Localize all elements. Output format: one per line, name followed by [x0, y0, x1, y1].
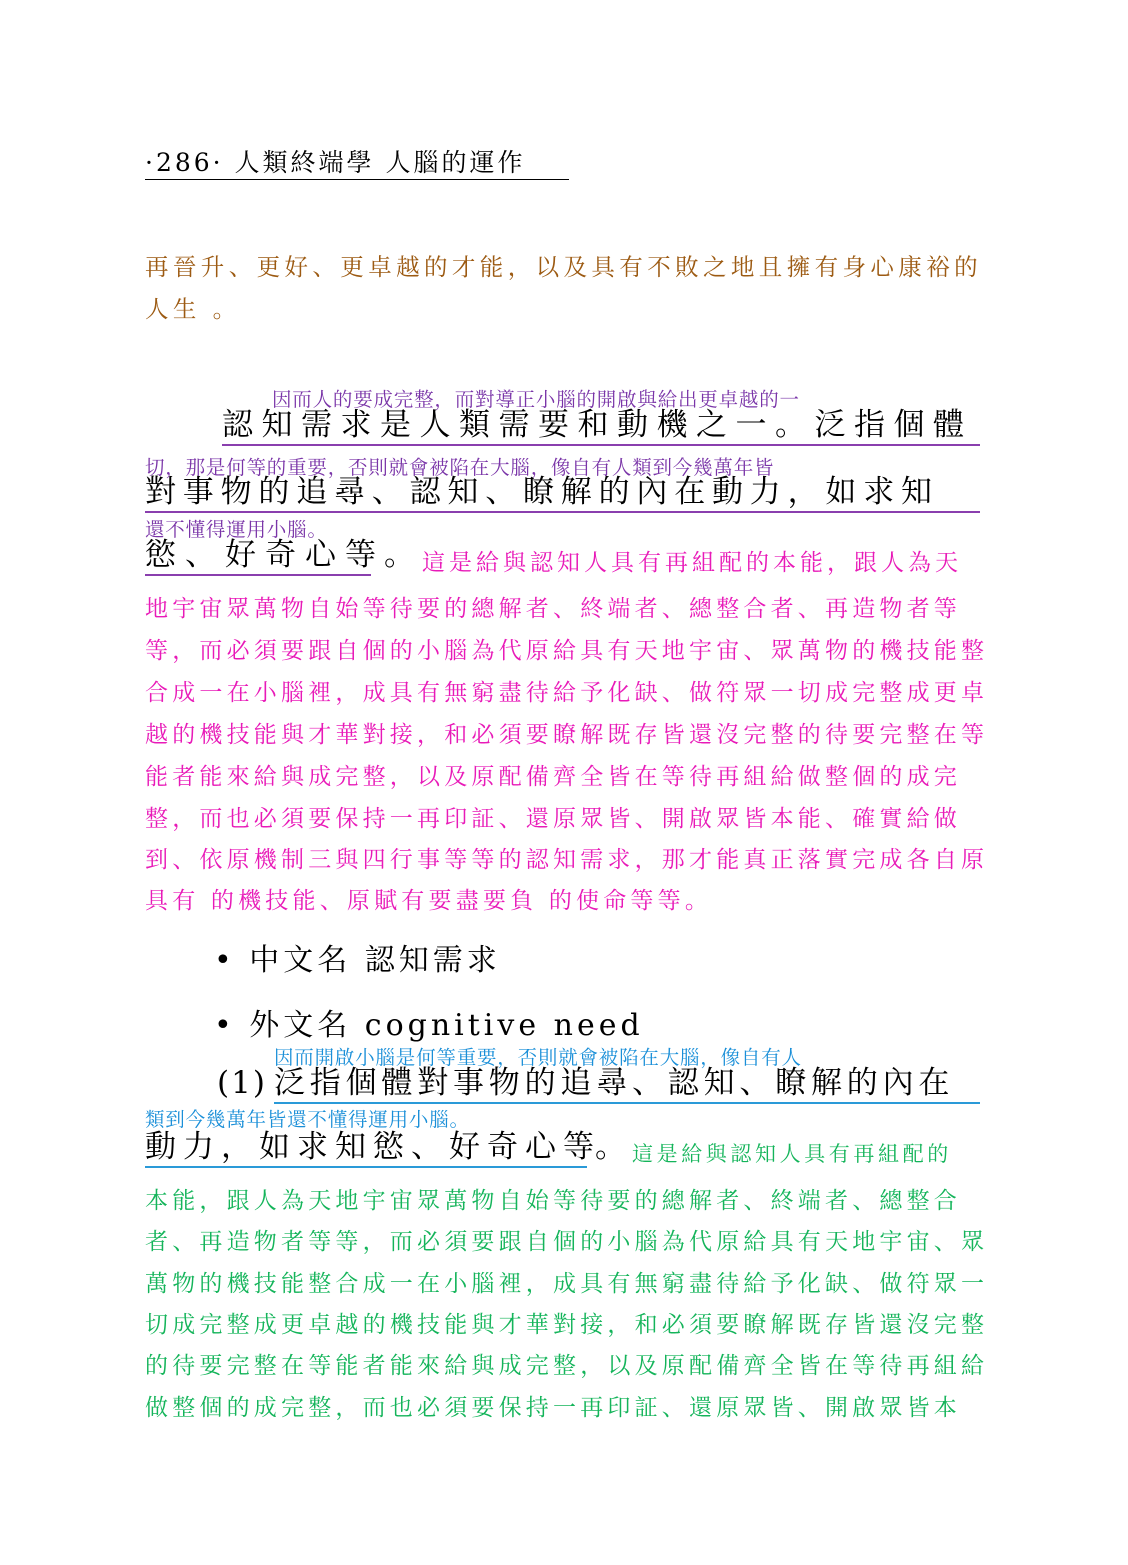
page-header: ·286· 人類終端學 人腦的運作: [145, 148, 569, 180]
heading2-line-1: 泛指個體對事物的追尋、認知、瞭解的內在: [274, 1064, 980, 1104]
annotation-purple-1: 因而人的要成完整，而對導正小腦的開啟與給出更卓越的一: [272, 388, 800, 411]
magenta-line: 合成一在小腦裡，成具有無窮盡待給予化缺、做符眾一切成完整成更卓: [145, 680, 989, 706]
magenta-first-line: 這是給與認知人具有再組配的本能，跟人為天: [422, 550, 962, 576]
magenta-line: 等，而必須要跟自個的小腦為代原給具有天地宇宙、眾萬物的機技能整: [145, 638, 989, 664]
heading-line-3-period: 。: [384, 537, 424, 573]
annotation-blue-2: 類到今幾萬年皆還不懂得運用小腦。: [145, 1108, 470, 1131]
heading-line-1: 認知需求是人類需要和動機之一。泛指個體: [222, 406, 980, 446]
bullet-foreign-name: • 外文名 cognitive need: [214, 1008, 644, 1043]
green-line: 者、再造物者等等，而必須要跟自個的小腦為代原給具有天地宇宙、眾: [145, 1229, 989, 1255]
magenta-line: 越的機技能與才華對接，和必須要瞭解既存皆還沒完整的待要完整在等: [145, 722, 989, 748]
heading2-line-2: 動力，如求知慾、好奇心等: [145, 1128, 587, 1168]
magenta-line: 地宇宙眾萬物自始等待要的總解者、終端者、總整合者、再造物者等: [145, 596, 961, 622]
intro-line-2: 人生 。: [145, 295, 241, 323]
heading2-line-2-period: 。: [595, 1129, 635, 1165]
annotation-purple-2: 切，那是何等的重要，否則就會被陷在大腦，像自有人類到今幾萬年皆: [145, 456, 775, 479]
intro-line-1: 再晉升、更好、更卓越的才能，以及具有不敗之地且擁有身心康裕的: [145, 253, 982, 281]
green-line: 萬物的機技能整合成一在小腦裡，成具有無窮盡待給予化缺、做符眾一: [145, 1271, 989, 1297]
heading-line-3: 慾、好奇心等: [145, 536, 371, 576]
magenta-line: 整，而也必須要保持一再印証、還原眾皆、開啟眾皆本能、確實給做: [145, 806, 961, 832]
green-first-line: 這是給與認知人具有再組配的: [632, 1142, 952, 1166]
green-line: 的待要完整在等能者能來給與成完整，以及原配備齊全皆在等待再組給: [145, 1353, 989, 1379]
annotation-purple-3: 還不懂得運用小腦。: [145, 518, 328, 541]
bullet-chinese-name: • 中文名 認知需求: [214, 943, 501, 978]
green-line: 切成完整成更卓越的機技能與才華對接，和必須要瞭解既存皆還沒完整: [145, 1312, 989, 1338]
green-line: 做整個的成完整，而也必須要保持一再印証、還原眾皆、開啟眾皆本: [145, 1395, 961, 1421]
item-number: (1): [217, 1065, 267, 1101]
green-line: 本能，跟人為天地宇宙眾萬物自始等待要的總解者、終端者、總整合: [145, 1188, 961, 1214]
magenta-line: 具有 的機技能、原賦有要盡要負 的使命等等。: [145, 888, 713, 914]
heading-line-2: 對事物的追尋、認知、瞭解的內在動力，如求知: [145, 473, 980, 513]
annotation-blue-1: 因而開啟小腦是何等重要，否則就會被陷在大腦，像自有人: [274, 1046, 802, 1069]
magenta-line: 到、依原機制三與四行事等等的認知需求，那才能真正落實完成各自原: [145, 847, 989, 873]
magenta-line: 能者能來給與成完整，以及原配備齊全皆在等待再組給做整個的成完: [145, 764, 961, 790]
